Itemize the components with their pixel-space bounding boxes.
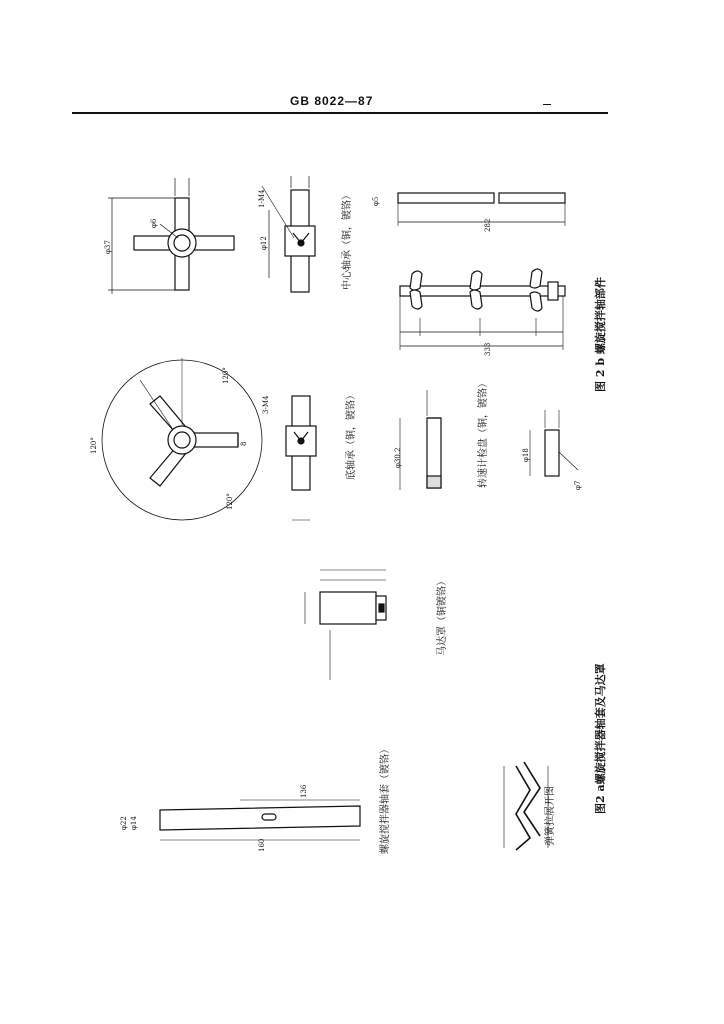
dim-d5: φ5 [372,196,380,206]
dim-d7: φ7 [574,480,582,490]
center-bearing-cross [108,178,234,294]
label-spring: 弹簧拉展开图 [545,786,556,846]
dim-160: 160 [258,838,266,852]
label-rotation-counter: 转速计检盘（铜，镀铬） [478,378,489,488]
dim-d18: φ18 [522,448,530,462]
caption-figure-2b: 图 2 b 螺旋搅拌轴部件 [594,277,607,392]
shaft-sleeve [160,800,360,840]
dim-282: 282 [484,218,492,232]
rotation-counter [400,390,441,490]
dim-d12: φ12 [260,236,268,250]
small-pin [530,410,578,476]
dim-d22: φ22 [120,816,128,830]
page-header: GB 8022—87 [290,94,374,108]
dim-d30: φ30.2 [394,447,402,468]
dim-136: 136 [300,784,308,798]
dim-m4b: 3-M4 [262,395,270,414]
dim-d6: φ6 [150,218,158,228]
propeller-shaft [400,269,565,350]
dim-333: 333 [484,342,492,356]
shaft-rod [398,193,565,226]
dim-angle-120-b: 120° [222,367,230,384]
label-center-bearing: 中心轴承（铜，镀铬） [342,190,353,290]
bottom-bearing-star [102,358,262,520]
motor-cover [305,570,386,680]
center-bearing-side [262,176,315,292]
dim-angle-120-c: 120° [226,493,234,510]
dim-d14: φ14 [130,816,138,830]
dim-angle-120-a: 120° [90,437,98,454]
bottom-bearing-side [286,396,316,520]
dim-m4: 1-M4 [258,189,266,208]
label-shaft-sleeve: 螺旋搅拌器轴套（镀铬） [380,744,391,854]
caption-figure-2a: 图2 a螺旋搅拌器轴套及马达罩 [594,663,607,814]
label-bottom-bearing: 底轴承（铜，镀铬） [346,390,357,480]
label-motor-cover: 马达罩（铜镀铬） [437,576,448,656]
dim-d37: φ37 [104,240,112,254]
dim-8: 8 [240,441,248,446]
